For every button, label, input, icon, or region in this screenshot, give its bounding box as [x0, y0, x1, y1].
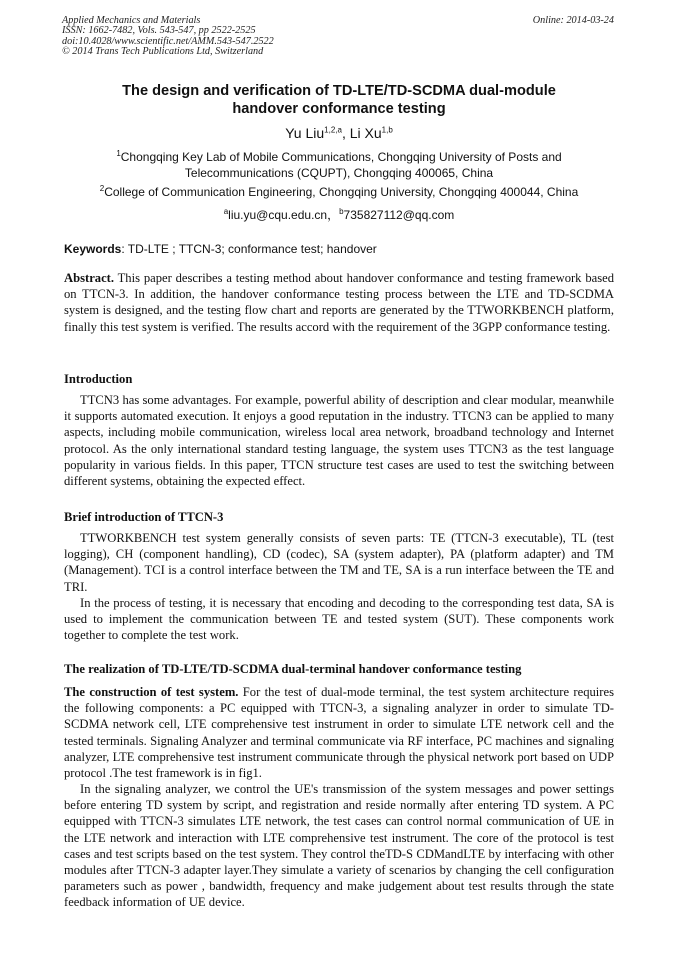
- email-mark: b: [339, 207, 344, 216]
- introduction-paragraph: TTCN3 has some advantages. For example, powerful ability of description and clear modular, meanwhile it supports automated execution. It enjoys a good reputation in the industry. TTCN3 can be applied to many aspects, including mobile communication, wireless local area network, broadband technology and Internet protocol. As the only international standard testing language, the system uses TTCN3 as the test language popularity in various fields. In this paper, TTCN structure test cases are used to test the switching between different systems, obtaining the expected effect.: [64, 393, 614, 489]
- author-list: [60, 124, 618, 142]
- keywords: [64, 242, 377, 256]
- title-line-2: handover conformance testing: [232, 101, 446, 117]
- doi-line: doi:10.4028/www.scientific.net/AMM.543-547.2522: [62, 35, 274, 47]
- email-link[interactable]: liu.yu@cqu.edu.cn，: [228, 208, 340, 222]
- author-name: Li Xu: [349, 125, 382, 141]
- author-separator: ,: [341, 125, 350, 141]
- abstract-text: This paper describes a testing method about handover conformance and testing framework based on TTCN-3. In addition, the handover conformance testing process between the LTE and TD-SCDMA system is designed, and the testing flow chart and reports are generated by the TTWORKBENCH platform, finally this test system is verified. The results accord with the requirement of the 3GPP conformance testing.: [64, 271, 614, 334]
- affiliation-2: [60, 184, 618, 200]
- section-heading-introduction: Introduction: [64, 372, 133, 386]
- affiliation-2-line: College of Communication Engineering, Chongqing University, Chongqing 400044, China: [104, 185, 579, 199]
- abstract: [64, 270, 614, 335]
- title-line-1: The design and verification of TD-LTE/TD-SCDMA dual-module: [122, 83, 556, 99]
- email-link[interactable]: 735827112@qq.com: [343, 208, 455, 222]
- journal-name: Applied Mechanics and Materials: [62, 15, 201, 26]
- section-heading-realization: The realization of TD-LTE/TD-SCDMA dual-terminal handover conformance testing: [64, 662, 522, 676]
- email-line: [60, 207, 618, 223]
- keywords-text: : TD-LTE ; TTCN-3; conformance test; handover: [121, 242, 377, 256]
- journal-header: [62, 16, 274, 58]
- subsection-label: The construction of test system.: [64, 685, 239, 699]
- online-date: Online: 2014-03-24: [532, 15, 614, 26]
- copyright-line: © 2014 Trans Tech Publications Ltd, Switzerland: [62, 46, 264, 58]
- affiliation-1-line-2: Telecommunications (CQUPT), Chongqing 400065, China: [184, 166, 494, 180]
- issn-line: ISSN: 1662-7482, Vols. 543-547, pp 2522-2525: [62, 25, 256, 37]
- ttcn3-paragraph-1: TTWORKBENCH test system generally consists of seven parts: TE (TTCN-3 executable), TL (test logging), CH (component handling), CD (codec), SA (system adapter), PA (platform adapter) and TM (Management). TCI is a control interface between the TM and TE, SA is a run interface between the TE and TRI.: [64, 531, 614, 594]
- affiliation-mark: 2: [99, 184, 105, 193]
- section-heading-ttcn3: Brief introduction of TTCN-3: [64, 510, 224, 524]
- realization-paragraph-1: [64, 684, 614, 781]
- paper-title: [60, 82, 618, 118]
- ttcn3-paragraph-2: In the process of testing, it is necessary that encoding and decoding to the corresponding test data, SA is used to implement the communication between TE and tested system (SUT). These components work together to complete the test work.: [64, 596, 614, 643]
- realization-paragraph-2: In the signaling analyzer, we control the UE's transmission of the system messages and power settings before entering TD system by script, and registration and reside normally after entering TD system. A PC equipped with TTCN-3 simulates LTE network, the test cases can control normal communication of UE in the LTE network and interaction with LTE comprehensive test instrument. The core of the protocol is test cases and test scripts based on the test system. They control theTD-S CDMandLTE by interfacing with other modules after TTCN-3 adapter layer.They simulate a variety of scenarios by changing the cell configuration parameters such as power , bandwidth, frequency and make judgement about test results through the state feedback information of UE device.: [64, 782, 614, 910]
- abstract-label: Abstract.: [64, 271, 115, 285]
- keywords-label: Keywords: [64, 242, 122, 256]
- affiliation-1: [60, 149, 618, 181]
- affiliation-mark: 1: [116, 149, 121, 158]
- affiliation-1-line-1: Chongqing Key Lab of Mobile Communications, Chongqing University of Posts and: [120, 150, 562, 164]
- author-name: Yu Liu: [285, 125, 325, 141]
- email-mark: a: [223, 207, 229, 216]
- realization-paragraph-1-text: For the test of dual-mode terminal, the test system architecture requires the following components: a PC equipped with TTCN-3, a signaling analyzer in order to simulate TD-SCDMA network cell, LTE comprehensive test instrument in order to simulate LTE network cell and the tested terminals. Signaling Analyzer and terminal communicate via RF interface, PC machines and signaling analyzer, LTE comprehensive test instrument communicate through the physical network port based on UDP protocol .The test framework is in fig1.: [64, 685, 614, 781]
- author-affiliation-mark: 1,2,a: [324, 125, 342, 135]
- author-affiliation-mark: 1,b: [381, 125, 393, 135]
